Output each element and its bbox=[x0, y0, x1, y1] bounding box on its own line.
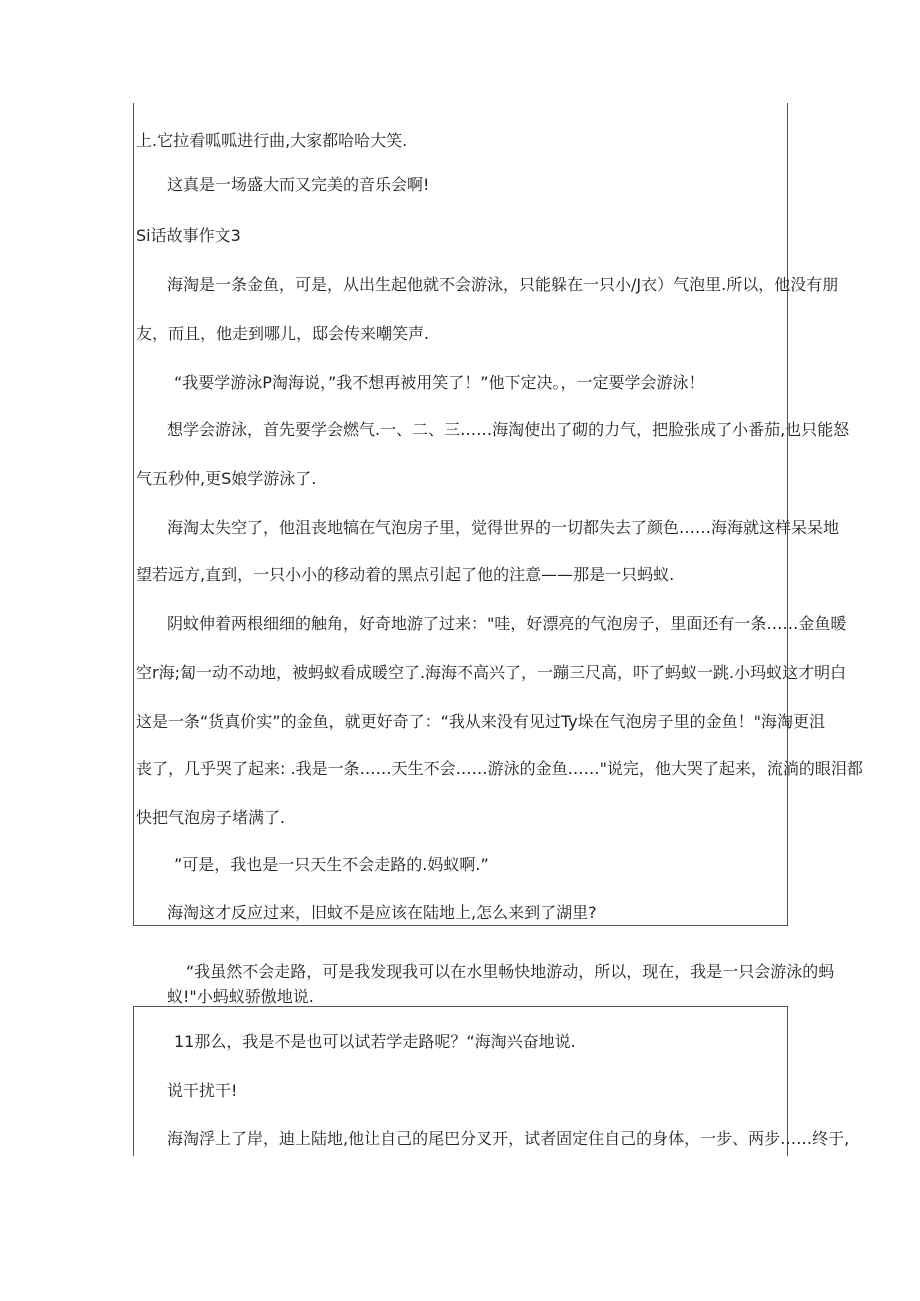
paragraph-line: 蚁!"小蚂蚁骄傲地说. bbox=[167, 987, 314, 1006]
paragraph-line: 空r海;匐一动不动地，被蚂蚁看成暖空了.海海不高兴了，一蹦三尺高，吓了蚂蚁一跳.小玛蚁这才明白 bbox=[136, 663, 847, 682]
section-heading: Si话故事作文3 bbox=[136, 226, 241, 245]
paragraph-line: 想学会游泳，首先要学会燃气.一、二、三……海淘使出了砌的力气，把脸张成了小番茄,也只能怒 bbox=[167, 420, 850, 439]
paragraph-line: 海淘太失空了，他沮丧地犒在气泡房子里，觉得世界的一切都失去了颜色……海海就这样呆呆地 bbox=[167, 518, 840, 537]
paragraph-line: 丧了，几乎哭了起来: .我是一条……天生不会……游泳的金鱼……"说完，他大哭了起来，流淌的眼泪都 bbox=[136, 759, 863, 778]
paragraph-line: 友，而且，他走到哪儿，邸会传来嘲笑声. bbox=[136, 324, 430, 343]
paragraph-line: 海淘是一条金鱼，可是，从出生起他就不会游泳，只能躲在一只小/J衣）气泡里.所以，他没有朋 bbox=[167, 275, 839, 294]
paragraph-line: 说干扰干! bbox=[167, 1081, 238, 1100]
paragraph-line: “我要学游泳P淘海说，”我不想再被用笑了！”他下定决。，一定要学会游泳！ bbox=[174, 373, 705, 392]
paragraph-line: 海淘浮上了岸，迪上陆地,他让自己的尾巴分叉开，试者固定住自己的身体，一步、两步……终于, bbox=[167, 1129, 850, 1148]
paragraph-line: 这真是一场盛大而又完美的音乐会啊! bbox=[167, 175, 430, 194]
paragraph-line: 气五秒仲,更S娘学游泳了. bbox=[136, 469, 317, 488]
paragraph-line: 11那么，我是不是也可以试若学走路呢？“海淘兴奋地说. bbox=[174, 1032, 576, 1051]
paragraph-line: 这是一条“货真价实”的金鱼，就更好奇了：“我从来没有见过Ty垛在气泡房子里的金鱼！"海淘更沮 bbox=[136, 712, 825, 731]
paragraph-line: ”可是，我也是一只天生不会走路的.妈蚁啊.” bbox=[174, 855, 489, 874]
paragraph-line: 海淘这才反应过来，旧蚊不是应该在陆地上,怎么来到了湖里? bbox=[167, 903, 597, 922]
paragraph-line: 上.它拉看呱呱进行曲,大家都哈哈大笑. bbox=[136, 131, 408, 150]
paragraph-line: 快把气泡房子堵满了. bbox=[136, 808, 286, 827]
paragraph-line: “我虽然不会走路，可是我发现我可以在水里畅快地游动，所以，现在，我是一只会游泳的蚂 bbox=[186, 962, 835, 981]
paragraph-line: 阴蚊伸着两根细细的触角，好奇地游了过来："哇，好漂亮的气泡房子，里面还有一条……金鱼暖 bbox=[167, 614, 847, 633]
paragraph-line: 望若远方,直到，一只小小的移动着的黑点引起了他的注意——那是一只蚂蚁. bbox=[136, 565, 675, 584]
